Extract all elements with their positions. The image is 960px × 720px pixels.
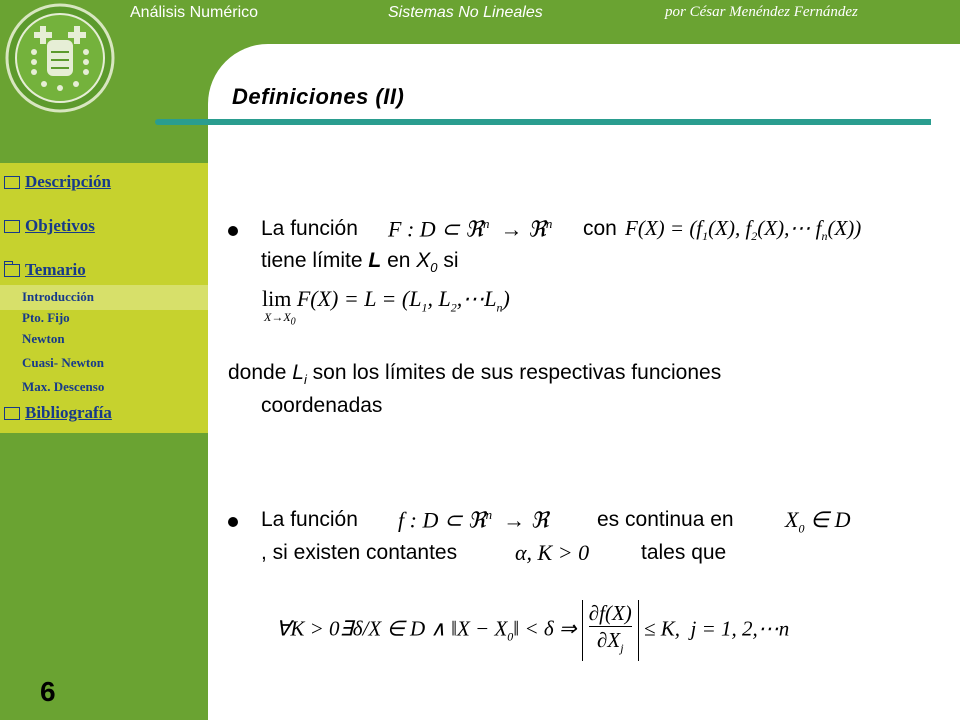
bullet1-text-b: con <box>583 217 617 240</box>
bullet2-line2-b: tales que <box>641 541 727 564</box>
bullet2-text-b: es continua en <box>597 508 734 531</box>
bullet2-text-a: La función <box>261 508 358 531</box>
folder-closed-icon <box>4 407 20 420</box>
menu-item-label: Bibliografía <box>25 403 112 422</box>
note-line1: donde $L_i$ son los límites de sus respectivas funciones <box>228 361 722 388</box>
subitem-pto-fijo[interactable]: Pto. Fijo <box>22 310 70 325</box>
menu-item-label: Descripción <box>25 172 111 191</box>
note-line2: coordenadas <box>261 394 383 417</box>
formula-x0-in-d: $X_0$ ∈ D <box>785 507 851 536</box>
folder-closed-icon <box>4 176 20 189</box>
bullet-point <box>228 226 238 236</box>
formula-alpha-k: α, K > 0 <box>515 540 590 565</box>
title-underline <box>155 119 931 125</box>
menu-item-bibliografia[interactable] <box>4 403 112 423</box>
folder-open-icon <box>4 264 20 277</box>
formula-f-domain: F : D ⊂ ℜ$^n$ → ℜ$^n$ <box>388 216 553 242</box>
subitem-cuasi-newton[interactable]: Cuasi- Newton <box>22 355 104 370</box>
formula-limit-sub: $X\to X_0$ <box>264 310 296 328</box>
slide-title: Definiciones (II) <box>232 84 405 109</box>
formula-limit: $\lim F(X) = L = (L_1$, $L_2,\cdots L_n$) <box>262 286 510 315</box>
header-topic: Sistemas No Lineales <box>388 4 543 21</box>
menu-item-objetivos[interactable] <box>4 216 95 236</box>
bullet-point <box>228 517 238 527</box>
formula-f-components: $F(X) = (f_1(X)$, $f_2(X),\cdots$ $f_n(X)$) <box>625 216 862 244</box>
subitem-max-descenso[interactable]: Max. Descenso <box>22 379 105 394</box>
formula-f-scalar: f : D ⊂ ℜ$^n$ → ℜ <box>398 507 549 533</box>
subitem-newton[interactable]: Newton <box>22 331 65 346</box>
menu-item-descripcion[interactable] <box>4 172 111 192</box>
page-number: 6 <box>40 676 56 707</box>
menu-item-label: Objetivos <box>25 216 95 235</box>
menu-item-temario[interactable] <box>4 260 86 280</box>
folder-closed-icon <box>4 220 20 233</box>
formula-continuity-condition: ∀K > 0∃δ/X ∈ D ∧ ‖X − $X_0‖ < \delta$ ⇒ $\frac{\partial f(X)}{\partial X_j}$ ≤ K, j = 1, 2,⋯n <box>276 600 789 661</box>
menu-item-label: Temario <box>25 260 86 279</box>
bullet2-line2-a: , si existen contantes <box>261 541 458 564</box>
bullet1-text-a: La función <box>261 217 358 240</box>
bullet1-line2: tiene límite L en $X_0$ si <box>261 249 459 276</box>
header-author: por César Menéndez Fernández <box>665 4 858 20</box>
university-seal-icon <box>4 2 116 114</box>
subitem-introduccion[interactable]: Introducción <box>22 289 94 304</box>
header-course: Análisis Numérico <box>130 4 259 21</box>
